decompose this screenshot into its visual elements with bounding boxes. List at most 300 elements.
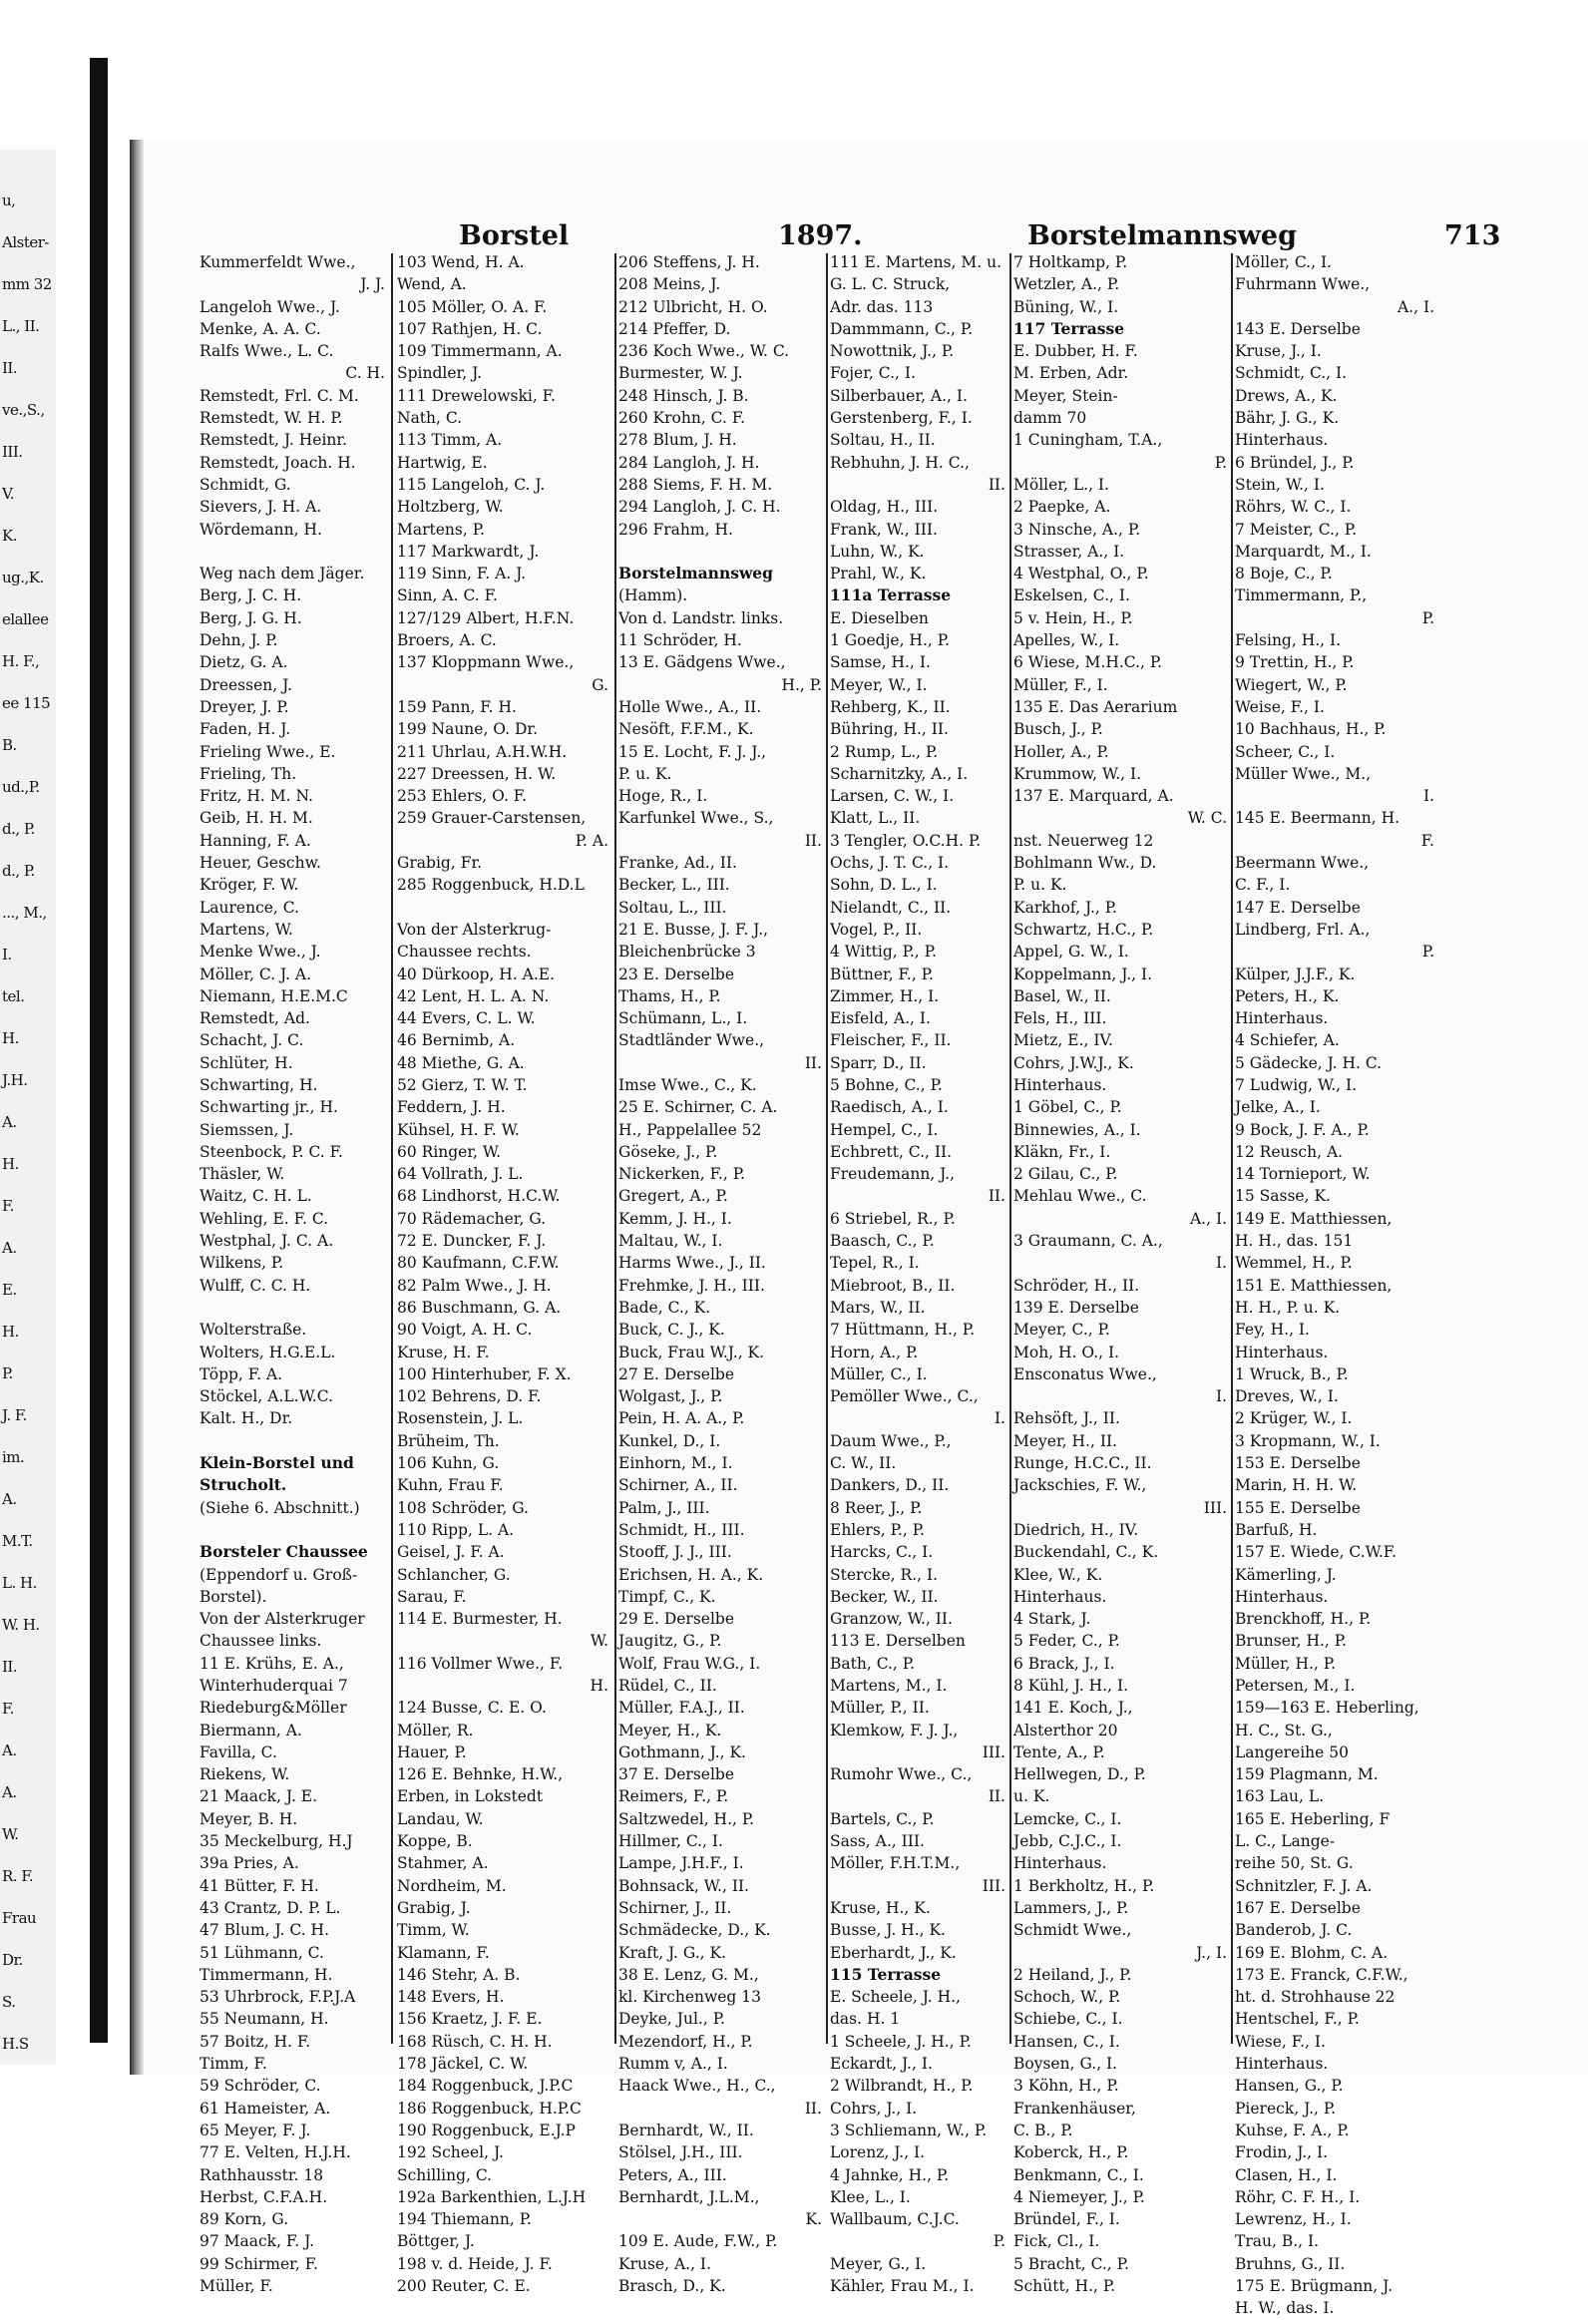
- directory-entry: J. J.: [360, 275, 385, 294]
- directory-entry: Marquardt, M., I.: [1235, 542, 1372, 561]
- directory-entry: Von der Alsterkruger: [200, 1610, 365, 1629]
- directory-entry: Frieling, Th.: [200, 764, 297, 783]
- directory-entry: Nordheim, M.: [397, 1876, 507, 1895]
- directory-entry: 1 Cuningham, T.A.,: [1013, 431, 1163, 450]
- directory-entry: Timm, F.: [200, 2055, 267, 2074]
- directory-entry: Kemm, J. H., I.: [618, 1209, 732, 1228]
- directory-entry: Röhrs, W. C., I.: [1235, 498, 1352, 517]
- facing-page-text: II.: [2, 359, 18, 377]
- directory-entry: 43 Crantz, D. P. L.: [200, 1898, 341, 1917]
- directory-entry: Bath, C., P.: [830, 1654, 916, 1673]
- directory-entry: Burmester, W. J.: [618, 364, 743, 383]
- directory-entry: Hanning, F. A.: [200, 831, 311, 850]
- directory-entry: 106 Kuhn, G.: [397, 1454, 500, 1473]
- directory-entry: 23 E. Derselbe: [618, 965, 735, 983]
- directory-entry: damm 70: [1013, 409, 1087, 428]
- directory-entry: Hinterhaus.: [1235, 2055, 1329, 2074]
- directory-entry: Tepel, R., I.: [830, 1254, 920, 1273]
- directory-entry: Jaugitz, G., P.: [618, 1632, 722, 1651]
- directory-entry: Prahl, W., K.: [830, 565, 927, 583]
- directory-entry: 178 Jäckel, C. W.: [397, 2055, 529, 2074]
- directory-entry: Müller, H., P.: [1235, 1654, 1337, 1673]
- directory-entry: Bernhardt, W., II.: [618, 2121, 754, 2139]
- directory-entry: Palm, J., III.: [618, 1498, 710, 1517]
- directory-entry: 100 Hinterhuber, F. X.: [397, 1364, 572, 1383]
- directory-entry: Schwarting jr., H.: [200, 1098, 338, 1117]
- directory-entry: Schmidt, C., I.: [1235, 364, 1348, 383]
- directory-entry: Krummow, W., I.: [1013, 764, 1142, 783]
- facing-page-text: ..., M.,: [2, 904, 47, 922]
- directory-entry: Buckendahl, C., K.: [1013, 1543, 1159, 1562]
- facing-page-text: H.: [2, 1029, 19, 1047]
- directory-entry: 40 Dürkoop, H. A.E.: [397, 965, 556, 983]
- directory-entry: Buck, Frau W.J., K.: [618, 1343, 765, 1361]
- directory-entry: 163 Lau, L.: [1235, 1787, 1325, 1806]
- directory-entry: 103 Wend, H. A.: [397, 253, 525, 271]
- facing-page-text: I.: [2, 946, 12, 964]
- directory-entry: 206 Steffens, J. H.: [618, 253, 760, 271]
- directory-entry: Zimmer, H., I.: [830, 986, 940, 1005]
- directory-entry: 15 E. Locht, F. J. J.,: [618, 742, 767, 761]
- directory-entry: Grabig, J.: [397, 1898, 471, 1917]
- directory-entry: I.: [994, 1409, 1005, 1428]
- directory-entry: Barfuß, H.: [1235, 1520, 1318, 1539]
- directory-entry: Clasen, H., I.: [1235, 2165, 1338, 2184]
- directory-entry: 3 Kropmann, W., I.: [1235, 1431, 1381, 1450]
- directory-entry: 156 Kraetz, J. F. E.: [397, 2010, 543, 2029]
- directory-entry: 29 E. Derselbe: [618, 1610, 735, 1629]
- directory-entry: Hillmer, C., I.: [618, 1832, 723, 1851]
- directory-entry: Ralfs Wwe., L. C.: [200, 342, 334, 361]
- directory-entry: Haack Wwe., H., C.,: [618, 2077, 776, 2096]
- directory-entry: Wallbaum, C.J.C.: [830, 2210, 960, 2229]
- directory-entry: Ochs, J. T. C., I.: [830, 854, 950, 873]
- directory-entry: 11 E. Krühs, E. A.,: [200, 1654, 344, 1673]
- facing-page-text: II.: [2, 1658, 18, 1676]
- directory-entry: K.: [805, 2210, 822, 2229]
- directory-entry: Rebhuhn, J. H. C.,: [830, 453, 970, 472]
- directory-entry: A., I.: [1396, 297, 1434, 316]
- directory-entry: Sarau, F.: [397, 1587, 467, 1606]
- directory-entry: [397, 897, 608, 919]
- directory-entry: Brunser, H., P.: [1235, 1632, 1347, 1651]
- directory-entry: Westphal, J. C. A.: [200, 1232, 334, 1251]
- directory-entry: 11 Schröder, H.: [618, 631, 742, 650]
- facing-page-text: H.S: [2, 2035, 29, 2053]
- directory-entry: Raedisch, A., I.: [830, 1098, 949, 1117]
- directory-entry: Appel, G. W., I.: [1013, 943, 1129, 962]
- directory-entry: 3 Graumann, C. A.,: [1013, 1232, 1163, 1251]
- directory-entry: E. Dubber, H. F.: [1013, 342, 1138, 361]
- directory-entry: II.: [804, 831, 822, 850]
- directory-entry: 89 Korn, G.: [200, 2210, 289, 2229]
- facing-page-text: d., P.: [2, 820, 35, 838]
- facing-page-text: A.: [2, 1490, 17, 1508]
- directory-entry: Stöckel, A.L.W.C.: [200, 1387, 333, 1406]
- directory-entry: 5 Gädecke, J. H. C.: [1235, 1053, 1383, 1072]
- directory-entry: Bernhardt, J.L.M.,: [618, 2187, 760, 2206]
- directory-entry: 146 Stehr, A. B.: [397, 1965, 521, 1984]
- directory-entry: Drews, A., K.: [1235, 386, 1338, 405]
- directory-entry: W. C.: [1187, 809, 1227, 828]
- directory-entry: 212 Ulbricht, H. O.: [618, 297, 768, 316]
- directory-entry: 214 Pfeffer, D.: [618, 319, 731, 338]
- directory-entry: II.: [804, 2099, 822, 2118]
- directory-entry: Rehsöft, J., II.: [1013, 1409, 1120, 1428]
- directory-entry: Schoch, W., P.: [1013, 1988, 1121, 2007]
- directory-entry: nst. Neuerweg 12: [1013, 831, 1154, 850]
- directory-entry: I.: [1215, 1254, 1227, 1273]
- directory-entry: 137 E. Marquard, A.: [1013, 787, 1174, 806]
- directory-entry: II.: [988, 1787, 1005, 1806]
- facing-page-text: elallee: [2, 610, 49, 628]
- directory-entry: Eisfeld, A., I.: [830, 1009, 931, 1028]
- directory-entry: 294 Langloh, J. C. H.: [618, 498, 781, 517]
- directory-entry: III.: [1203, 1498, 1227, 1517]
- directory-entry: Baasch, C., P.: [830, 1232, 935, 1251]
- directory-entry: 167 E. Derselbe: [1235, 1898, 1361, 1917]
- directory-entry: Jebb, C.J.C., I.: [1013, 1832, 1122, 1851]
- directory-entry: Rathhausstr. 18: [200, 2165, 324, 2184]
- directory-entry: Schröder, H., II.: [1013, 1276, 1140, 1295]
- directory-entry: Nielandt, C., II.: [830, 898, 952, 917]
- directory-entry: 53 Uhrbrock, F.P.J.A: [200, 1988, 356, 2007]
- directory-entry: Fritz, H. M. N.: [200, 787, 313, 806]
- directory-entry: 109 Timmermann, A.: [397, 342, 563, 361]
- directory-entry: 155 E. Derselbe: [1235, 1498, 1361, 1517]
- directory-entry: E. Dieselben: [830, 608, 929, 627]
- directory-entry: Niemann, H.E.M.C: [200, 986, 348, 1005]
- directory-entry: 25 E. Schirner, C. A.: [618, 1098, 778, 1117]
- directory-entry: 5 Bohne, C., P.: [830, 1075, 943, 1094]
- directory-entry: Erichsen, H. A., K.: [618, 1565, 764, 1584]
- directory-entry: Bähr, J. G., K.: [1235, 409, 1340, 428]
- directory-entry: III.: [982, 1876, 1005, 1895]
- directory-entry: Nath, C.: [397, 409, 463, 428]
- directory-entry: H.: [590, 1677, 608, 1695]
- directory-entry: Franke, Ad., II.: [618, 854, 737, 873]
- directory-entry: 9 Trettin, H., P.: [1235, 653, 1355, 672]
- directory-entry: 198 v. d. Heide, J. F.: [397, 2254, 553, 2273]
- directory-entry: 192 Scheel, J.: [397, 2143, 504, 2162]
- directory-entry: Bleichenbrücke 3: [618, 943, 756, 962]
- directory-entry: Lemcke, C., I.: [1013, 1809, 1122, 1828]
- directory-entry: Berg, J. C. H.: [200, 586, 302, 605]
- directory-entry: Hauer, P.: [397, 1742, 467, 1761]
- directory-entry: Gothmann, J., K.: [618, 1742, 746, 1761]
- directory-entry: Boysen, G., I.: [1013, 2055, 1118, 2074]
- directory-entry: Klamann, F.: [397, 1943, 490, 1962]
- directory-entry: 1 Wruck, B., P.: [1235, 1364, 1349, 1383]
- directory-entry: 48 Miethe, G. A.: [397, 1053, 525, 1072]
- facing-page-text: im.: [2, 1448, 25, 1466]
- directory-entry: Timmermann, P.,: [1235, 586, 1368, 605]
- directory-entry: 2 Paepke, A.: [1013, 498, 1111, 517]
- directory-entry: 7 Ludwig, W., I.: [1235, 1075, 1358, 1094]
- directory-entry: 1 Berkholtz, H., P.: [1013, 1876, 1155, 1895]
- directory-entry: Holle Wwe., A., II.: [618, 697, 762, 716]
- directory-entry: Möller, R.: [397, 1721, 474, 1740]
- directory-entry: Frankenhäuser,: [1013, 2099, 1136, 2118]
- directory-entry: 248 Hinsch, J. B.: [618, 386, 749, 405]
- directory-entry: 124 Busse, C. E. O.: [397, 1699, 547, 1718]
- directory-entry: Möller, F.H.T.M.,: [830, 1854, 961, 1873]
- directory-entry: Favilla, C.: [200, 1742, 277, 1761]
- facing-page-text: M.T.: [2, 1532, 33, 1550]
- directory-entry: Jackschies, F. W.,: [1013, 1476, 1147, 1495]
- directory-entry: Erben, in Lokstedt: [397, 1787, 544, 1806]
- directory-entry: Hoge, R., I.: [618, 787, 708, 806]
- directory-entry: Kämerling, J.: [1235, 1565, 1337, 1584]
- directory-entry: Mietz, E., IV.: [1013, 1031, 1113, 1050]
- directory-entry: (Siehe 6. Abschnitt.): [200, 1498, 360, 1517]
- directory-entry: F.: [1420, 831, 1434, 850]
- directory-entry: 165 E. Heberling, F: [1235, 1809, 1391, 1828]
- directory-entry: Schlancher, G.: [397, 1565, 511, 1584]
- directory-entry: Schmidt Wwe.,: [1013, 1921, 1132, 1940]
- directory-entry: P.: [1421, 608, 1434, 627]
- directory-entry: Rüdel, C., II.: [618, 1677, 717, 1695]
- directory-entry: 7 Meister, C., P.: [1235, 520, 1358, 539]
- directory-entry: Fojer, C., I.: [830, 364, 916, 383]
- directory-entry: H. H., das. 151: [1235, 1232, 1354, 1251]
- directory-entry: C. H.: [345, 364, 385, 383]
- directory-entry: 139 E. Derselbe: [1013, 1298, 1139, 1317]
- directory-entry: Rosenstein, J. L.: [397, 1409, 524, 1428]
- directory-entry: 117 Markwardt, J.: [397, 542, 540, 561]
- directory-entry: Trau, B., I.: [1235, 2232, 1320, 2251]
- scan-border: [90, 58, 108, 2043]
- directory-entry: Hinterhaus.: [1235, 1009, 1329, 1028]
- directory-entry: 143 E. Derselbe: [1235, 319, 1361, 338]
- directory-entry: Dreyer, J. P.: [200, 697, 289, 716]
- directory-entry: Petersen, M., I.: [1235, 1677, 1356, 1695]
- directory-entry: Geisel, J. F. A.: [397, 1543, 505, 1562]
- directory-entry: Schilling, C.: [397, 2165, 493, 2184]
- directory-entry: Kuhn, Frau F.: [397, 1476, 504, 1495]
- directory-entry: Remstedt, Joach. H.: [200, 453, 356, 472]
- directory-entry: Hellwegen, D., P.: [1013, 1765, 1146, 1784]
- page-number: 713: [1444, 220, 1501, 251]
- directory-entry: Kläkn, Fr., I.: [1013, 1142, 1111, 1161]
- directory-entry: 5 Feder, C., P.: [1013, 1632, 1120, 1651]
- directory-entry: Müller, F.A.J., II.: [618, 1699, 745, 1718]
- directory-entry: Nesöft, F.F.M., K.: [618, 720, 754, 739]
- directory-entry: Basel, W., II.: [1013, 986, 1111, 1005]
- directory-entry: Vogel, P., II.: [830, 920, 923, 939]
- directory-entry: Riedeburg&Möller: [200, 1699, 347, 1718]
- directory-entry: Eberhardt, J., K.: [830, 1943, 957, 1962]
- directory-entry: Moh, H. O., I.: [1013, 1343, 1120, 1361]
- facing-page-text: Frau: [2, 1909, 37, 1927]
- directory-entry: 8 Boje, C., P.: [1235, 565, 1333, 583]
- facing-page-text: P.: [2, 1364, 13, 1382]
- facing-page-text: ud.,P.: [2, 778, 40, 796]
- directory-entry: Einhorn, M., I.: [618, 1454, 733, 1473]
- directory-entry: Bründel, F., I.: [1013, 2210, 1120, 2229]
- directory-entry: 8 Kühl, J. H., I.: [1013, 1677, 1129, 1695]
- facing-page-text: III.: [2, 443, 23, 461]
- directory-entry: Herbst, C.F.A.H.: [200, 2187, 328, 2206]
- directory-entry: C. F., I.: [1235, 876, 1291, 895]
- directory-entry: Menke Wwe., J.: [200, 943, 321, 962]
- directory-entry: Müller Wwe., M.,: [1235, 764, 1372, 783]
- directory-entry: Stein, W., I.: [1235, 475, 1325, 494]
- directory-entry: 109 E. Aude, F.W., P.: [618, 2232, 778, 2251]
- directory-entry: 42 Lent, H. L. A. N.: [397, 986, 550, 1005]
- directory-entry: Rehberg, K., II.: [830, 697, 951, 716]
- directory-entry: 127/129 Albert, H.F.N.: [397, 608, 575, 627]
- directory-entry: Meyer, H., K.: [618, 1721, 722, 1740]
- directory-entry: Holler, A., P.: [1013, 742, 1109, 761]
- directory-entry: 21 Maack, J. E.: [200, 1787, 318, 1806]
- directory-entry: 159 Plagmann, M.: [1235, 1765, 1379, 1784]
- directory-entry: Laurence, C.: [200, 898, 300, 917]
- directory-entry: Rumm v, A., I.: [618, 2055, 728, 2074]
- facing-page-text: B.: [2, 736, 17, 754]
- directory-entry: Langereihe 50: [1235, 1742, 1349, 1761]
- directory-entry: Chaussee links.: [200, 1632, 322, 1651]
- directory-entry: Frieling Wwe., E.: [200, 742, 336, 761]
- directory-entry: Wehling, E. F. C.: [200, 1209, 329, 1228]
- facing-page-text: Dr.: [2, 1951, 23, 1969]
- directory-entry: Feddern, J. H.: [397, 1098, 506, 1117]
- directory-entry: I.: [1215, 1387, 1227, 1406]
- directory-entry: 90 Voigt, A. H. C.: [397, 1321, 533, 1340]
- directory-entry: Kähler, Frau M., I.: [830, 2277, 975, 2296]
- directory-entry: Schacht, J. C.: [200, 1031, 304, 1050]
- facing-page-text: A.: [2, 1113, 17, 1131]
- directory-entry: 184 Roggenbuck, J.P.C: [397, 2077, 574, 2096]
- directory-entry: Nickerken, F., P.: [618, 1165, 745, 1184]
- directory-entry: Wemmel, H., P.: [1235, 1254, 1353, 1273]
- directory-entry: 64 Vollrath, J. L.: [397, 1165, 524, 1184]
- directory-entry: Meyer, W., I.: [830, 675, 928, 694]
- directory-entry: Kruse, H. F.: [397, 1343, 490, 1361]
- directory-entry: Riekens, W.: [200, 1765, 290, 1784]
- directory-entry: 82 Palm Wwe., J. H.: [397, 1276, 552, 1295]
- directory-entry: 35 Meckelburg, H.J: [200, 1832, 353, 1851]
- directory-entry: Landau, W.: [397, 1809, 484, 1828]
- directory-entry: Wolters, H.G.E.L.: [200, 1343, 336, 1361]
- directory-entry: Benkmann, C., I.: [1013, 2165, 1144, 2184]
- directory-entry: Cohrs, J., I.: [830, 2099, 918, 2118]
- directory-entry: 141 E. Koch, J.,: [1013, 1699, 1133, 1718]
- directory-entry: H., Pappelallee 52: [618, 1120, 762, 1139]
- directory-entry: 115 Langeloh, C. J.: [397, 475, 546, 494]
- directory-entry: Oldag, H., III.: [830, 498, 939, 517]
- directory-entry: Mars, W., II.: [830, 1298, 926, 1317]
- directory-entry: 111a Terrasse: [830, 585, 952, 605]
- directory-entry: Sparr, D., II.: [830, 1053, 927, 1072]
- directory-entry: 186 Roggenbuck, H.P.C: [397, 2099, 582, 2118]
- directory-entry: 119 Sinn, F. A. J.: [397, 565, 527, 583]
- directory-entry: Wolgast, J., P.: [618, 1387, 723, 1406]
- directory-entry: u. K.: [1013, 1787, 1050, 1806]
- directory-entry: Stercke, R., I.: [830, 1565, 939, 1584]
- directory-entry: Büning, W., I.: [1013, 297, 1119, 316]
- directory-entry: Beermann Wwe.,: [1235, 854, 1370, 873]
- directory-entry: Mehlau Wwe., C.: [1013, 1187, 1147, 1206]
- directory-entry: Dietz, G. A.: [200, 653, 288, 672]
- directory-entry: M. Erben, Adr.: [1013, 364, 1129, 383]
- directory-entry: Kühsel, H. F. W.: [397, 1120, 520, 1139]
- directory-entry: Fleischer, F., II.: [830, 1031, 952, 1050]
- directory-entry: Wetzler, A., P.: [1013, 275, 1120, 294]
- directory-entry: 57 Boitz, H. F.: [200, 2032, 311, 2051]
- header-left: Borstel: [459, 220, 570, 251]
- directory-entry: 6 Wiese, M.H.C., P.: [1013, 653, 1163, 672]
- directory-entry: Silberbauer, A., I.: [830, 386, 968, 405]
- directory-entry: Hinterhaus.: [1013, 1854, 1107, 1873]
- directory-entry: 116 Vollmer Wwe., F.: [397, 1654, 564, 1673]
- directory-entry: Thäsler, W.: [200, 1165, 285, 1184]
- directory-entry: 2 Krüger, W., I.: [1235, 1409, 1353, 1428]
- directory-entry: 4 Westphal, O., P.: [1013, 565, 1149, 583]
- directory-entry: Ehlers, P., P.: [830, 1520, 925, 1539]
- directory-entry: Bartels, C., P.: [830, 1809, 935, 1828]
- directory-entry: 51 Lühmann, C.: [200, 1943, 324, 1962]
- directory-entry: Kruse, A., I.: [618, 2254, 711, 2273]
- directory-entry: Mezendorf, H., P.: [618, 2032, 753, 2051]
- directory-entry: Möller, L., I.: [1013, 475, 1109, 494]
- directory-entry: Kunkel, D., I.: [618, 1431, 721, 1450]
- directory-entry: 2 Rump, L., P.: [830, 742, 939, 761]
- column-2: [397, 251, 608, 2297]
- facing-page-text: V.: [2, 485, 14, 503]
- directory-entry: 97 Maack, F. J.: [200, 2232, 315, 2251]
- directory-entry: 115 Terrasse: [830, 1964, 942, 1984]
- directory-entry: 70 Rädemacher, G.: [397, 1209, 547, 1228]
- facing-page-text: F.: [2, 1700, 14, 1718]
- directory-entry: 259 Grauer-Carstensen,: [397, 809, 587, 828]
- directory-entry: 6 Striebel, R., P.: [830, 1209, 956, 1228]
- directory-entry: 46 Bernimb, A.: [397, 1031, 516, 1050]
- facing-page-text: d., P.: [2, 862, 35, 880]
- directory-entry: Borsteler Chaussee: [200, 1542, 368, 1562]
- directory-entry: Schlüter, H.: [200, 1053, 293, 1072]
- directory-entry: Hempel, C., I.: [830, 1120, 939, 1139]
- directory-entry: P.: [1214, 453, 1227, 472]
- directory-entry: H., P.: [781, 675, 822, 694]
- directory-entry: [200, 541, 385, 563]
- directory-entry: Borstelmannsweg: [618, 564, 773, 583]
- directory-entry: [200, 1430, 385, 1452]
- directory-entry: Kummerfeldt Wwe.,: [200, 253, 356, 271]
- directory-entry: P.: [1421, 943, 1434, 962]
- column-1: [200, 251, 385, 2297]
- directory-entry: Lindberg, Frl. A.,: [1235, 920, 1371, 939]
- directory-entry: H. W., das. I.: [1235, 2299, 1335, 2318]
- directory-entry: 4 Stark, J.: [1013, 1610, 1091, 1629]
- directory-entry: 21 E. Busse, J. F. J.,: [618, 920, 769, 939]
- directory-entry: Böttger, J.: [397, 2232, 475, 2251]
- directory-entry: Sievers, J. H. A.: [200, 498, 322, 517]
- directory-entry: 102 Behrens, D. F.: [397, 1387, 542, 1406]
- directory-entry: J., I.: [1196, 1943, 1227, 1962]
- facing-page-text: J. F.: [2, 1406, 27, 1424]
- directory-entry: 173 E. Franck, C.F.W.,: [1235, 1965, 1408, 1984]
- directory-entry: Von d. Landstr. links.: [618, 608, 784, 627]
- directory-entry: Gregert, A., P.: [618, 1187, 728, 1206]
- directory-entry: 37 E. Derselbe: [618, 1765, 735, 1784]
- directory-entry: 12 Reusch, A.: [1235, 1142, 1344, 1161]
- directory-entry: H. H., P. u. K.: [1235, 1298, 1341, 1317]
- header-right: Borstelmannsweg: [1027, 220, 1297, 251]
- facing-page-text: K.: [2, 527, 17, 545]
- directory-entry: Sohn, D. L., I.: [830, 876, 938, 895]
- directory-entry: Schmidt, H., III.: [618, 1520, 745, 1539]
